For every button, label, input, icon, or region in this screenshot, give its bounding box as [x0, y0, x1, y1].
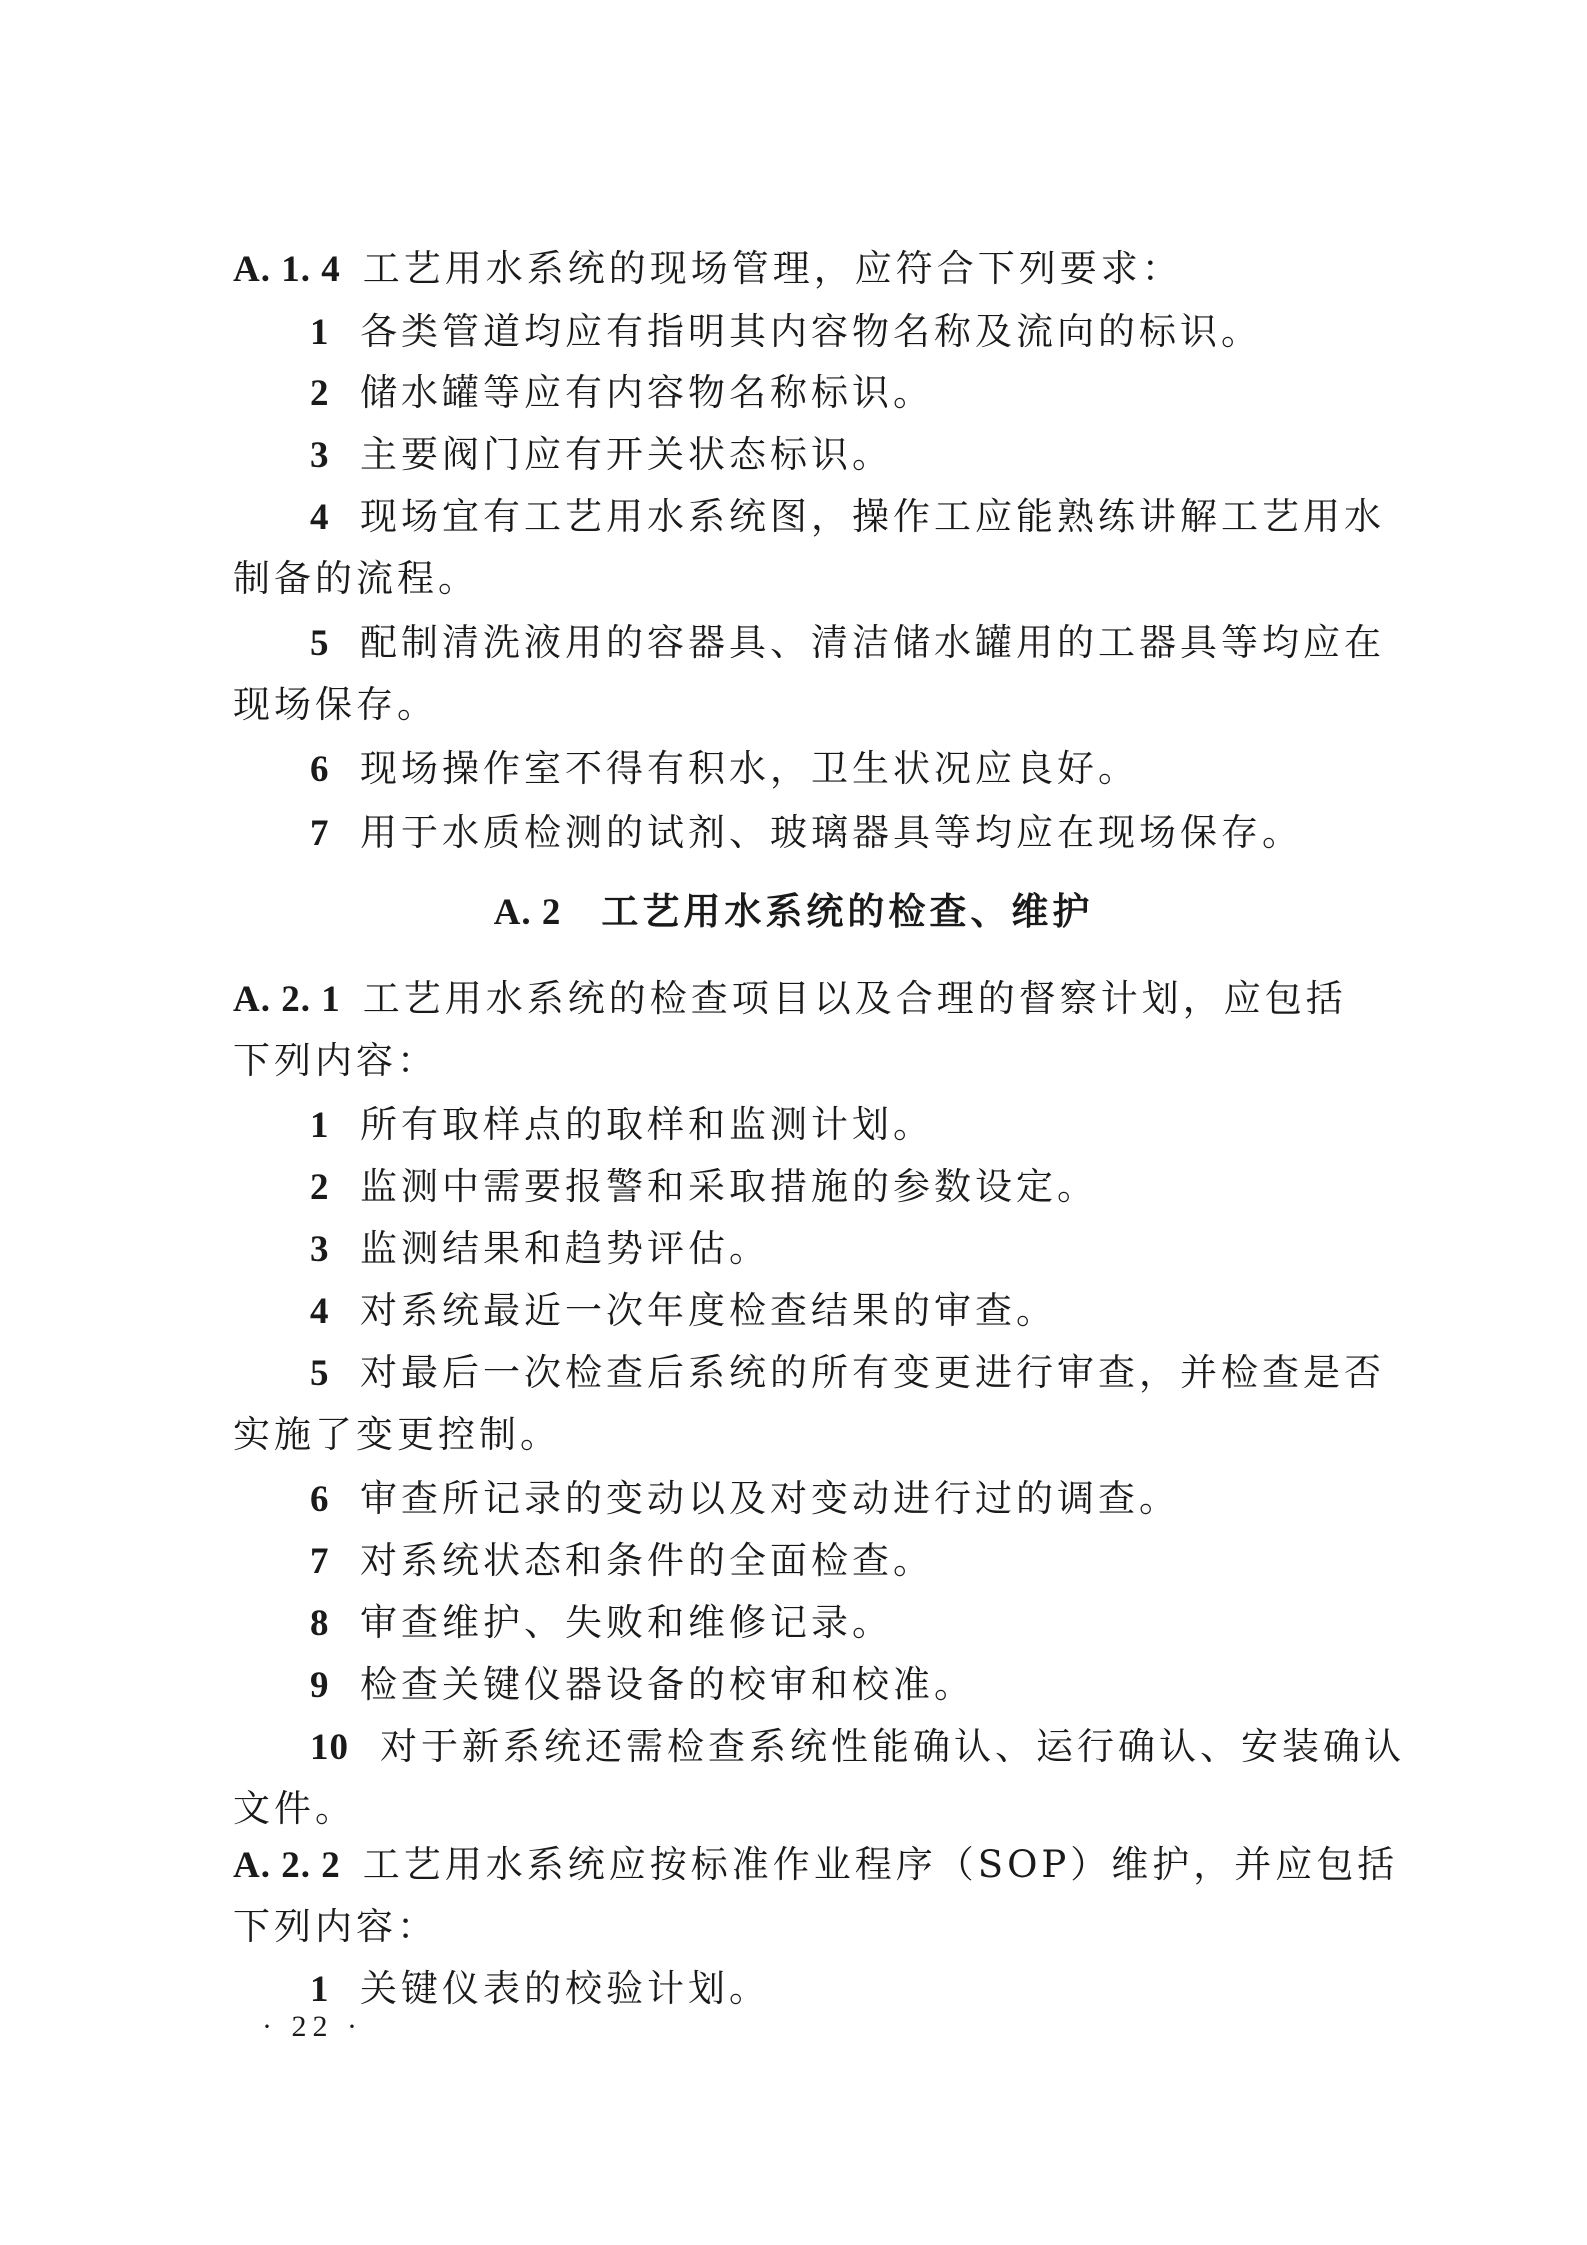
list-item — [310, 309, 1262, 356]
item-number: 7 — [310, 1541, 330, 1582]
list-item — [310, 432, 893, 479]
list-item — [310, 1724, 1405, 1771]
list-item-continuation — [233, 1412, 561, 1458]
item-text: 对系统状态和条件的全面检查。 — [360, 1539, 934, 1582]
list-item-continuation — [233, 1786, 356, 1832]
item-text: 对于新系统还需检查系统性能确认、运行确认、安装确认 — [380, 1725, 1405, 1768]
item-text: 审查维护、失败和维修记录。 — [360, 1601, 893, 1644]
item-text: 监测中需要报警和采取措施的参数设定。 — [360, 1165, 1098, 1208]
item-text: 对系统最近一次年度检查结果的审查。 — [360, 1289, 1057, 1332]
item-text: 各类管道均应有指明其内容物名称及流向的标识。 — [360, 310, 1262, 353]
list-item — [310, 1476, 1180, 1523]
list-item — [310, 620, 1385, 667]
list-item — [310, 746, 1139, 793]
item-text: 审查所记录的变动以及对变动进行过的调查。 — [360, 1477, 1180, 1520]
clause-code: A. 2. 1 — [233, 979, 341, 1020]
clause-code: A. 2. 2 — [233, 1845, 341, 1886]
list-item-continuation — [233, 556, 479, 602]
item-number: 3 — [310, 435, 330, 476]
list-item — [310, 1164, 1098, 1211]
item-number: 9 — [310, 1665, 330, 1706]
clause-continuation — [233, 1904, 438, 1950]
item-number: 1 — [310, 1105, 330, 1146]
item-text: 现场宜有工艺用水系统图，操作工应能熟练讲解工艺用水 — [360, 495, 1385, 538]
section-heading-a-2 — [0, 888, 1587, 936]
heading-code: A. 2 — [493, 892, 562, 933]
item-number: 8 — [310, 1603, 330, 1644]
item-text: 主要阀门应有开关状态标识。 — [360, 433, 893, 476]
item-text: 用于水质检测的试剂、玻璃器具等均应在现场保存。 — [360, 811, 1303, 854]
clause-code: A. 1. 4 — [233, 249, 341, 290]
item-text: 储水罐等应有内容物名称标识。 — [360, 371, 934, 414]
item-number: 7 — [310, 813, 330, 854]
clause-a-2-2 — [233, 1842, 1398, 1889]
item-text-continued: 文件。 — [233, 1787, 356, 1830]
item-number: 5 — [310, 1353, 330, 1394]
list-item — [310, 1538, 934, 1585]
clause-text-continued: 下列内容： — [233, 1039, 438, 1082]
item-number: 3 — [310, 1229, 330, 1270]
list-item-continuation — [233, 682, 438, 728]
heading-title: 工艺用水系统的检查、维护 — [601, 889, 1094, 933]
item-number: 1 — [310, 312, 330, 353]
item-text: 现场操作室不得有积水，卫生状况应良好。 — [360, 747, 1139, 790]
clause-continuation — [233, 1038, 438, 1084]
item-text: 对最后一次检查后系统的所有变更进行审查，并检查是否 — [360, 1351, 1385, 1394]
item-number: 4 — [310, 1291, 330, 1332]
clause-a-2-1 — [233, 976, 1347, 1023]
item-text: 监测结果和趋势评估。 — [360, 1227, 770, 1270]
item-number: 6 — [310, 1479, 330, 1520]
page-number: · 22 · — [262, 2010, 363, 2043]
item-text: 检查关键仪器设备的校审和校准。 — [360, 1663, 975, 1706]
clause-text: 工艺用水系统应按标准作业程序（SOP）维护，并应包括 — [362, 1843, 1399, 1886]
item-text: 关键仪表的校验计划。 — [360, 1967, 770, 2010]
clause-text: 工艺用水系统的检查项目以及合理的督察计划，应包括 — [362, 977, 1347, 1020]
list-item — [310, 370, 934, 417]
item-number: 1 — [310, 1969, 330, 2010]
item-text-continued: 实施了变更控制。 — [233, 1413, 561, 1456]
item-number: 4 — [310, 497, 330, 538]
list-item — [310, 1350, 1385, 1397]
item-text-continued: 现场保存。 — [233, 683, 438, 726]
item-number: 2 — [310, 373, 330, 414]
list-item — [310, 810, 1303, 857]
item-number: 2 — [310, 1167, 330, 1208]
list-item — [310, 1662, 975, 1709]
item-text: 所有取样点的取样和监测计划。 — [360, 1103, 934, 1146]
list-item — [310, 1288, 1057, 1335]
list-item — [310, 1102, 934, 1149]
clause-text: 工艺用水系统的现场管理，应符合下列要求： — [362, 247, 1183, 290]
item-text-continued: 制备的流程。 — [233, 557, 479, 600]
item-text: 配制清洗液用的容器具、清洁储水罐用的工器具等均应在 — [360, 621, 1385, 664]
item-number: 6 — [310, 749, 330, 790]
list-item — [310, 494, 1385, 541]
list-item — [310, 1600, 893, 1647]
clause-text-continued: 下列内容： — [233, 1905, 438, 1948]
item-number: 5 — [310, 623, 330, 664]
item-number: 10 — [310, 1727, 349, 1768]
list-item — [310, 1966, 770, 2013]
clause-a-1-4 — [233, 246, 1183, 293]
list-item — [310, 1226, 770, 1273]
